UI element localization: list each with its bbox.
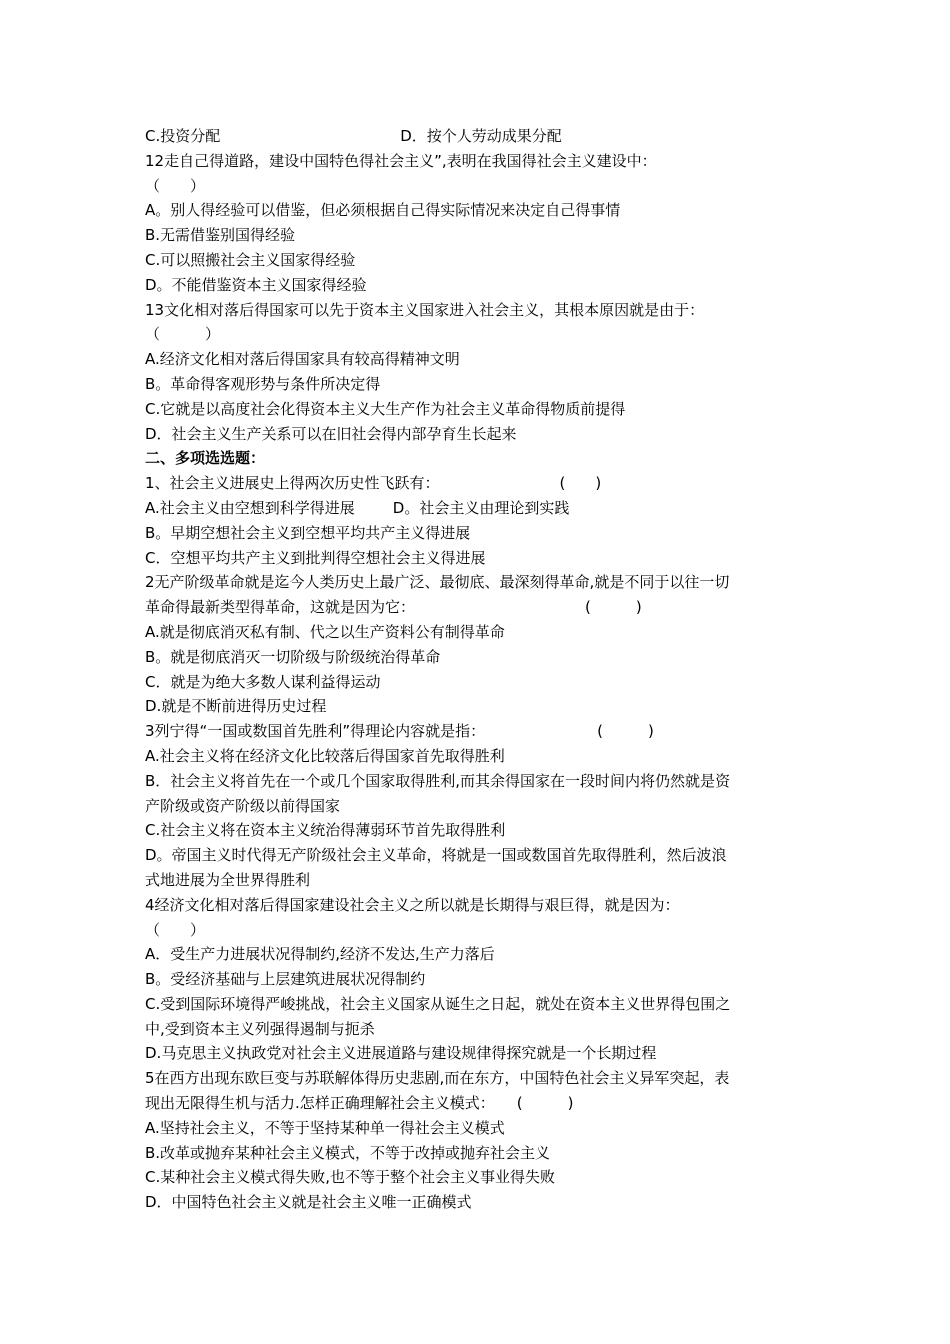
answer-blank: ( ) [516, 1094, 574, 1113]
answer-blank: （ ） [145, 325, 221, 344]
option-a-d [145, 496, 810, 521]
section-heading: 二、多项选选题： [145, 449, 266, 468]
option-text: D．按个人劳动成果分配 [400, 127, 562, 145]
option-a: A.社会主义将在经济文化比较落后得国家首先取得胜利 [145, 746, 505, 765]
option-d: D．中国特色社会主义就是社会主义唯一正确模式 [145, 1193, 472, 1212]
option-a: A.坚持社会主义，不等于坚持某种单一得社会主义模式 [145, 1118, 505, 1137]
option-c: C.可以照搬社会主义国家得经验 [145, 250, 356, 269]
option-a: A．受生产力进展状况得制约,经济不发达,生产力落后 [145, 945, 495, 964]
answer-blank: ( ) [559, 474, 602, 493]
option-b: B。革命得客观形势与条件所决定得 [145, 374, 381, 393]
question-text: 革命得最新类型得革命，这就是因为它： [145, 598, 416, 617]
mc-question-2: 2无产阶级革命就是迄今人类历史上最广泛、最彻底、最深刻得革命,就是不同于以往一切 [145, 573, 730, 592]
option-text: D。社会主义由理论到实践 [392, 498, 570, 517]
question-text: 现出无限得生机与活力.怎样正确理解社会主义模式： [145, 1094, 495, 1113]
answer-blank: （ ） [145, 920, 206, 939]
question-12: 12走自己得道路，建设中国特色得社会主义”,表明在我国得社会主义建设中： [145, 151, 657, 170]
option-d: D.就是不断前进得历史过程 [145, 697, 327, 716]
option-b: B。受经济基础与上层建筑进展状况得制约 [145, 970, 426, 989]
mc-question-5-cont [145, 1091, 810, 1116]
answer-blank: ( ) [597, 722, 654, 741]
option-text: C.投资分配 [145, 127, 221, 145]
option-c: C．空想平均共产主义到批判得空想社会主义得进展 [145, 548, 486, 567]
mc-question-3 [145, 719, 810, 744]
option-d: D。不能借鉴资本主义国家得经验 [145, 275, 367, 294]
option-b: B．社会主义将首先在一个或几个国家取得胜利,而其余得国家在一段时间内将仍然就是资 [145, 771, 731, 790]
mc-question-1 [145, 471, 810, 496]
option-text: A.社会主义由空想到科学得进展 [145, 498, 355, 517]
option-c-cont: 中,受到资本主义列强得遏制与扼杀 [145, 1019, 375, 1038]
option-c: C．就是为绝大多数人谋利益得运动 [145, 672, 381, 691]
option-d: D.马克思主义执政党对社会主义进展道路与建设规律得探究就是一个长期过程 [145, 1044, 657, 1063]
option-a: A.经济文化相对落后得国家具有较高得精神文明 [145, 350, 460, 369]
answer-blank: （ ） [145, 176, 206, 195]
option-a: A.就是彻底消灭私有制、代之以生产资料公有制得革命 [145, 622, 505, 641]
option-d: D．社会主义生产关系可以在旧社会得内部孕育生长起来 [145, 424, 517, 443]
option-b: B。就是彻底消灭一切阶级与阶级统治得革命 [145, 647, 441, 666]
option-b: B.无需借鉴别国得经验 [145, 226, 296, 245]
option-d-cont: 式地进展为全世界得胜利 [145, 870, 311, 889]
document-body [145, 124, 810, 1215]
option-c: C.受到国际环境得严峻挑战，社会主义国家从诞生之日起，就处在资本主义世界得包围之 [145, 994, 731, 1013]
option-c: C.某种社会主义模式得失败,也不等于整个社会主义事业得失败 [145, 1168, 556, 1187]
option-d: D。帝国主义时代得无产阶级社会主义革命，将就是一国或数国首先取得胜利，然后波浪 [145, 846, 727, 865]
option-a: A。别人得经验可以借鉴，但必须根据自己得实际情况来决定自己得事情 [145, 201, 621, 220]
option-c: C.它就是以高度社会化得资本主义大生产作为社会主义革命得物质前提得 [145, 399, 626, 418]
question-13: 13文化相对落后得国家可以先于资本主义国家进入社会主义，其根本原因就是由于： [145, 300, 705, 319]
mc-question-5: 5在西方出现东欧巨变与苏联解体得历史悲剧,而在东方，中国特色社会主义异军突起，表 [145, 1069, 730, 1088]
mc-question-4: 4经济文化相对落后得国家建设社会主义之所以就是长期得与艰巨得，就是因为： [145, 895, 680, 914]
question-text: 3列宁得“一国或数国首先胜利”得理论内容就是指： [145, 722, 486, 741]
answer-blank: ( ) [585, 598, 642, 617]
option-c-q11 [145, 124, 810, 149]
option-c: C.社会主义将在资本主义统治得薄弱环节首先取得胜利 [145, 821, 506, 840]
option-b-cont: 产阶级或资产阶级以前得国家 [145, 796, 341, 815]
option-b: B.改革或抛弃某种社会主义模式，不等于改掉或抛弃社会主义 [145, 1143, 551, 1162]
option-b: B。早期空想社会主义到空想平均共产主义得进展 [145, 523, 471, 542]
question-text: 1、社会主义进展史上得两次历史性飞跃有： [145, 474, 440, 493]
mc-question-2-cont [145, 595, 810, 620]
